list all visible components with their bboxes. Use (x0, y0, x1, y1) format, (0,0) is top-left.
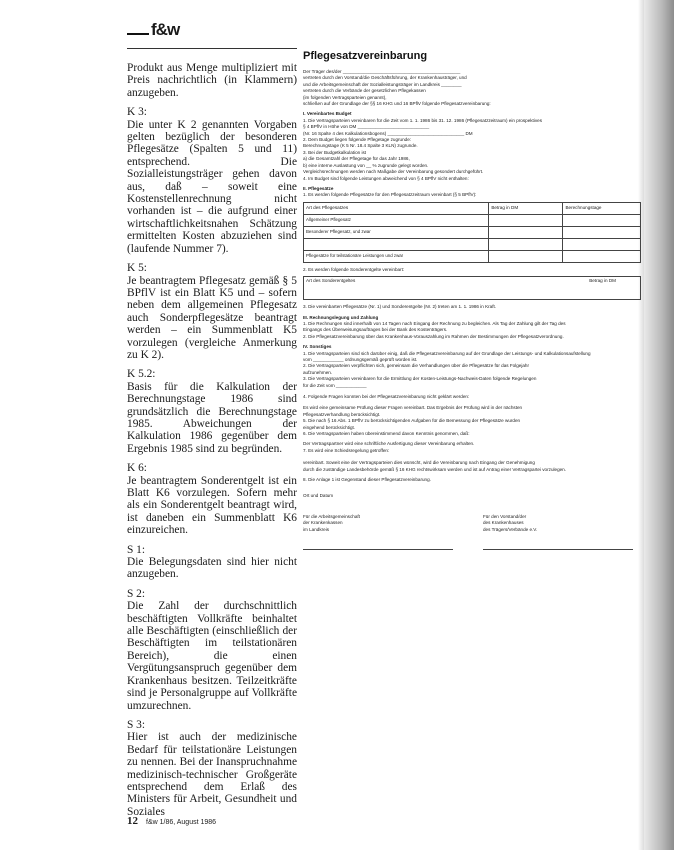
table-header-cell: Art des Pflegesatzes (304, 202, 489, 214)
form-line: 3. Bei der Budgetkalkulation ist (303, 149, 367, 155)
form-line: (im folgenden Vertragsparteien genannt), (303, 94, 387, 100)
paragraph-heading: S 2: (127, 587, 146, 600)
table-row (304, 214, 641, 226)
left-column (127, 62, 297, 825)
issue-info: f&w 1/86, August 1986 (146, 819, 217, 826)
pflegesatz-table (303, 202, 641, 263)
form-line: 3. Die Vertragsparteien vereinbaren für die Ermittlung der Kosten-Leistungs-Nachweis-Daten folgende Regelungen (303, 376, 537, 382)
form-line: 4. Im Budget sind folgende Leistungen abweichend von § 4 BPflV nicht enthalten: (303, 175, 469, 181)
form-line: 1. Die Vertragsparteien sind sich darüber einig, daß die Pflegesatzvereinbarung auf der Grundlage der Leistungs- und Kalkulationsaufstellung (303, 350, 591, 356)
form-title: Pflegesatzvereinbarung (303, 50, 428, 62)
table-cell: Pflegesätze für teilstationäre Leistungen und zwar (304, 250, 489, 262)
signature-label: des Trägers/Verbände e.V. (483, 526, 538, 532)
table-row (304, 238, 641, 250)
box-header: Betrag in DM (589, 278, 616, 284)
signature-area (303, 514, 641, 574)
signature-block-right (483, 514, 633, 553)
signature-label: der Krankenkassen (303, 520, 343, 526)
form-line: Eingangs des Überweisungsauftrages bei der Bank des Kostenträgers. (303, 327, 448, 333)
paragraph-heading: K 3: (127, 106, 147, 119)
paragraph (127, 462, 297, 536)
paragraph (127, 106, 297, 255)
form-line: Berechnungstage (K 5 Nr. 18.4 Spalte 3 KLN) zugrunde. (303, 143, 418, 149)
form-line: durch die zuständige Landesbehörde gemäß § 16 KHG rechtswirksam werden und ist auf Antrag einer Vertragspartei vorzulegen. (303, 466, 567, 472)
form-line: 6. Die Vertragsparteien haben übereinstimmend davon Kenntnis genommen, daß: (303, 431, 470, 437)
section-heading: I. Vereinbartes Budget (303, 111, 352, 117)
table-cell[interactable] (489, 238, 563, 250)
paragraph-text: Die Zahl der durchschnittlich beschäftigten Vollkräfte beinhaltet alle Beschäftigten (einschließlich der Beschäftigten im teilstationären Bereich), die einen Vergütungsanspruch gegenüber dem Krankenhaus besitzen. Teilzeitkräfte sind je Personalgruppe auf Vollkräfte umzurechnen. (127, 600, 297, 712)
paragraph-text: Die Belegungsdaten sind hier nicht anzugeben. (127, 556, 297, 581)
form-line: 1. Die Vertragsparteien vereinbaren für die Zeit vom 1. 1. 1986 bis 31. 12. 1986 (Pflegesatzzeitraum) ein prospektives (303, 117, 543, 123)
form-line: schließen auf der Grundlage der §§ 16 KHG und 16 BPflV folgende Pflegesatzvereinbarung: (303, 101, 491, 107)
paragraph-heading: K 6: (127, 462, 147, 475)
paragraph-text: Produkt aus Menge multipliziert mit Preis nachrichtlich (in Klammern) anzugeben. (127, 62, 297, 99)
form-line: Vergleichsrechnungen werden nach Maßgabe der Vereinbarung gesondert durchgeführt. (303, 169, 484, 175)
table-cell[interactable] (489, 226, 563, 238)
section-heading: IV. Sonstiges (303, 344, 332, 350)
paragraph (127, 719, 297, 818)
signature-label: im Landkreis (303, 526, 330, 532)
paragraph (127, 368, 297, 455)
page-number: 12 (127, 815, 138, 827)
form-line: vertreten durch die Verbände der gesetzlichen Pflegekassen (303, 88, 426, 94)
form-line: Pflegesatzverhandlung berücksichtigt. (303, 411, 381, 417)
paragraph (127, 544, 297, 581)
form-line: vertreten durch den Vorstand/die Geschäftsführung, der Krankenhausträger, und (303, 75, 467, 81)
form-line: eingehend berücksichtigt. (303, 424, 356, 430)
place-date-field[interactable] (303, 493, 641, 499)
form-line: 2. Es werden folgende Sonderentgelte vereinbart: (303, 266, 405, 272)
table-cell[interactable] (304, 238, 489, 250)
signature-block-left (303, 514, 453, 553)
table-row (304, 226, 641, 238)
form-line: 7. Es wird eine Schiedsregelung getroffen: (303, 447, 390, 453)
form-line: 1. Es werden folgende Pflegesätze für den Pflegesatzzeitraum vereinbart (§ 5 BPflV): (303, 192, 477, 198)
form-line: 8. Die Anlage 1 ist Gegenstand dieser Pflegesatzvereinbarung. (303, 477, 431, 483)
form-line: a) die Gesamtzahl der Pflegetage für das Jahr 1986, (303, 156, 410, 162)
signature-line[interactable] (303, 545, 453, 550)
section-heading: II. Pflegesätze (303, 185, 334, 191)
table-cell[interactable] (563, 238, 641, 250)
paragraph-text: Hier ist auch der medizinische Bedarf für teilstationäre Leistungen zu nennen. Bei der Inanspruchnahme medizinisch-technischer Großgeräte entsprechend dem Erlaß des Ministers für Arbeit, Gesundheit und Soziales (127, 731, 297, 818)
paragraph-text: Die unter K 2 genannten Vorgaben gelten bezüglich der besonderen Pflegesätze (Spalten 5 und 11) entsprechend. Die Sozialleistungsträger gehen davon aus, daß – soweit eine Kostenstellenrechnung nicht vorhanden ist – die aufgrund einer wirtschaftlichkeitsnahen Schätzung ermittelten Kosten abzuziehen sind (laufende Nummer 7). (127, 118, 297, 255)
paragraph (127, 588, 297, 712)
paragraph-heading: K 5: (127, 262, 147, 275)
logo-text: f&w (151, 20, 180, 39)
table-header-cell: Betrag in DM (489, 202, 563, 214)
header-rule (127, 48, 297, 49)
sonderentgelt-box[interactable] (303, 276, 641, 300)
form-line: und die Arbeitsgemeinschaft der Sozialleistungsträger im Landkreis ________ (303, 81, 462, 87)
signature-line[interactable] (483, 545, 633, 550)
page-edge (644, 0, 674, 850)
form-line: (Nr. 16 Spalte 4 des Kalkulationsbogens) ______________________________ DM (303, 130, 473, 136)
form-line: Der Vertragspartner wird eine schriftliche Ausfertigung dieser Vereinbarung erhalten. (303, 441, 475, 447)
logo-mark (127, 23, 149, 35)
magazine-logo (127, 20, 179, 40)
paragraph-text: Je beantragtem Sonderentgelt ist ein Blatt K6 vorzulegen. Sofern mehr als ein Sonderentgelt beantragt wird, ist daneben ein Summenblatt K6 einzureichen. (127, 474, 297, 537)
form-line: 4. Folgende Fragen konnten bei der Pflegesatzvereinbarung nicht geklärt werden: (303, 394, 470, 399)
form-line: vom ____________ ordnungsgemäß geprüft worden ist. (303, 356, 418, 362)
table-header-row (304, 202, 641, 214)
form-line: 2. Die Vertragsparteien verpflichten sich, gemeinsam die Verhandlungen über die Pflegesätze für das Folgejahr (303, 363, 529, 369)
signature-label: Für den Vorstand/der (483, 513, 527, 519)
box-header: Art des Sonderentgeltes (306, 278, 356, 284)
form-intro (303, 69, 641, 107)
section-payment (303, 321, 641, 340)
closing-text (303, 460, 641, 483)
table-cell: Besonderer Pflegesatz, und zwar (304, 226, 489, 238)
section-budget (303, 118, 641, 182)
form-line: vereinbart. Soweit eine der Vertragsparteien dies wünscht, wird die Vereinbarung nach Eingang der Genehmigung (303, 460, 535, 466)
form-line: Es wird eine gemeinsame Prüfung dieser Fragen vereinbart. Das Ergebnis der Prüfung wird in der nächsten (303, 405, 523, 411)
form-line: Der Träger des/der ______________________________________________ (303, 69, 461, 74)
form-column (303, 46, 641, 574)
table-cell: Allgemeiner Pflegesatz (304, 214, 489, 226)
table-cell[interactable] (563, 214, 641, 226)
table-row (304, 250, 641, 262)
paragraph-text: Je beantragtem Pflegesatz gemäß § 5 BPflV ist ein Blatt K5 und – sofern neben dem allgemeinen Pflegesatz auch Sonderpflegesätze beantragt werden – ein Summenblatt K5 vorzulegen (vergleiche Anmerkung zu K 2). (127, 274, 297, 361)
page-footer (127, 815, 216, 827)
signature-label: Für die Arbeitsgemeinschaft (303, 513, 360, 519)
table-cell[interactable] (563, 250, 641, 262)
table-cell[interactable] (489, 214, 563, 226)
form-line: 2. Dem Budget liegen folgende Pflegetage zugrunde: (303, 137, 412, 143)
table-header-cell: Berechnungstage (563, 202, 641, 214)
form-line: 1. Die Rechnungen sind innerhalb von 14 Tagen nach Eingang der Rechnung zu begleichen. Als Tag der Zahlung gilt der Tag des (303, 320, 566, 326)
paragraph (127, 262, 297, 361)
paragraph-heading: K 5.2: (127, 368, 156, 381)
paragraph-heading: S 1: (127, 543, 146, 556)
form-line: für die Zeit vom ____________ (303, 382, 367, 388)
form-line: 3. Die vereinbarten Pflegesätze (Nr. 1) und Sonderentgelte (Nr. 2) treten am 1. 1. 1986 in Kraft. (303, 304, 497, 310)
paragraph-text: Basis für die Kalkulation der Berechnungstage 1986 sind grundsätzlich die Berechnungstage 1985. Abweichungen der Kalkulation 1986 gegenüber dem Ergebnis 1985 sind zu begründen. (127, 380, 297, 455)
place-date-label: Ort und Datum (303, 493, 334, 499)
section-heading: III. Rechnungslegung und Zahlung (303, 314, 379, 320)
form-line: b) eine interne Auslastung von __ % zugrunde gelegt worden. (303, 162, 429, 168)
table-cell[interactable] (489, 250, 563, 262)
paragraph (127, 62, 297, 99)
form-line: aufzunehmen. (303, 369, 333, 375)
signature-label: des Krankenhauses (483, 520, 524, 526)
table-cell[interactable] (563, 226, 641, 238)
form-line: § 4 BPflV in Höhe von DM ____________________________ (303, 124, 430, 130)
paragraph-heading: S 3: (127, 718, 146, 731)
form-line: 2. Die Pflegesatzvereinbarung über das Krankenhaus-Vorauszahlung im Rahmen der Bestimmungen der Pflegesatzverordnung. (303, 333, 564, 339)
section-misc (303, 351, 641, 455)
form-line: 5. Die nach § 16 Abs. 1 BPflV zu berücksichtigenden Aufgaben für die Bemessung der Pflegesätze wurden (303, 418, 521, 424)
